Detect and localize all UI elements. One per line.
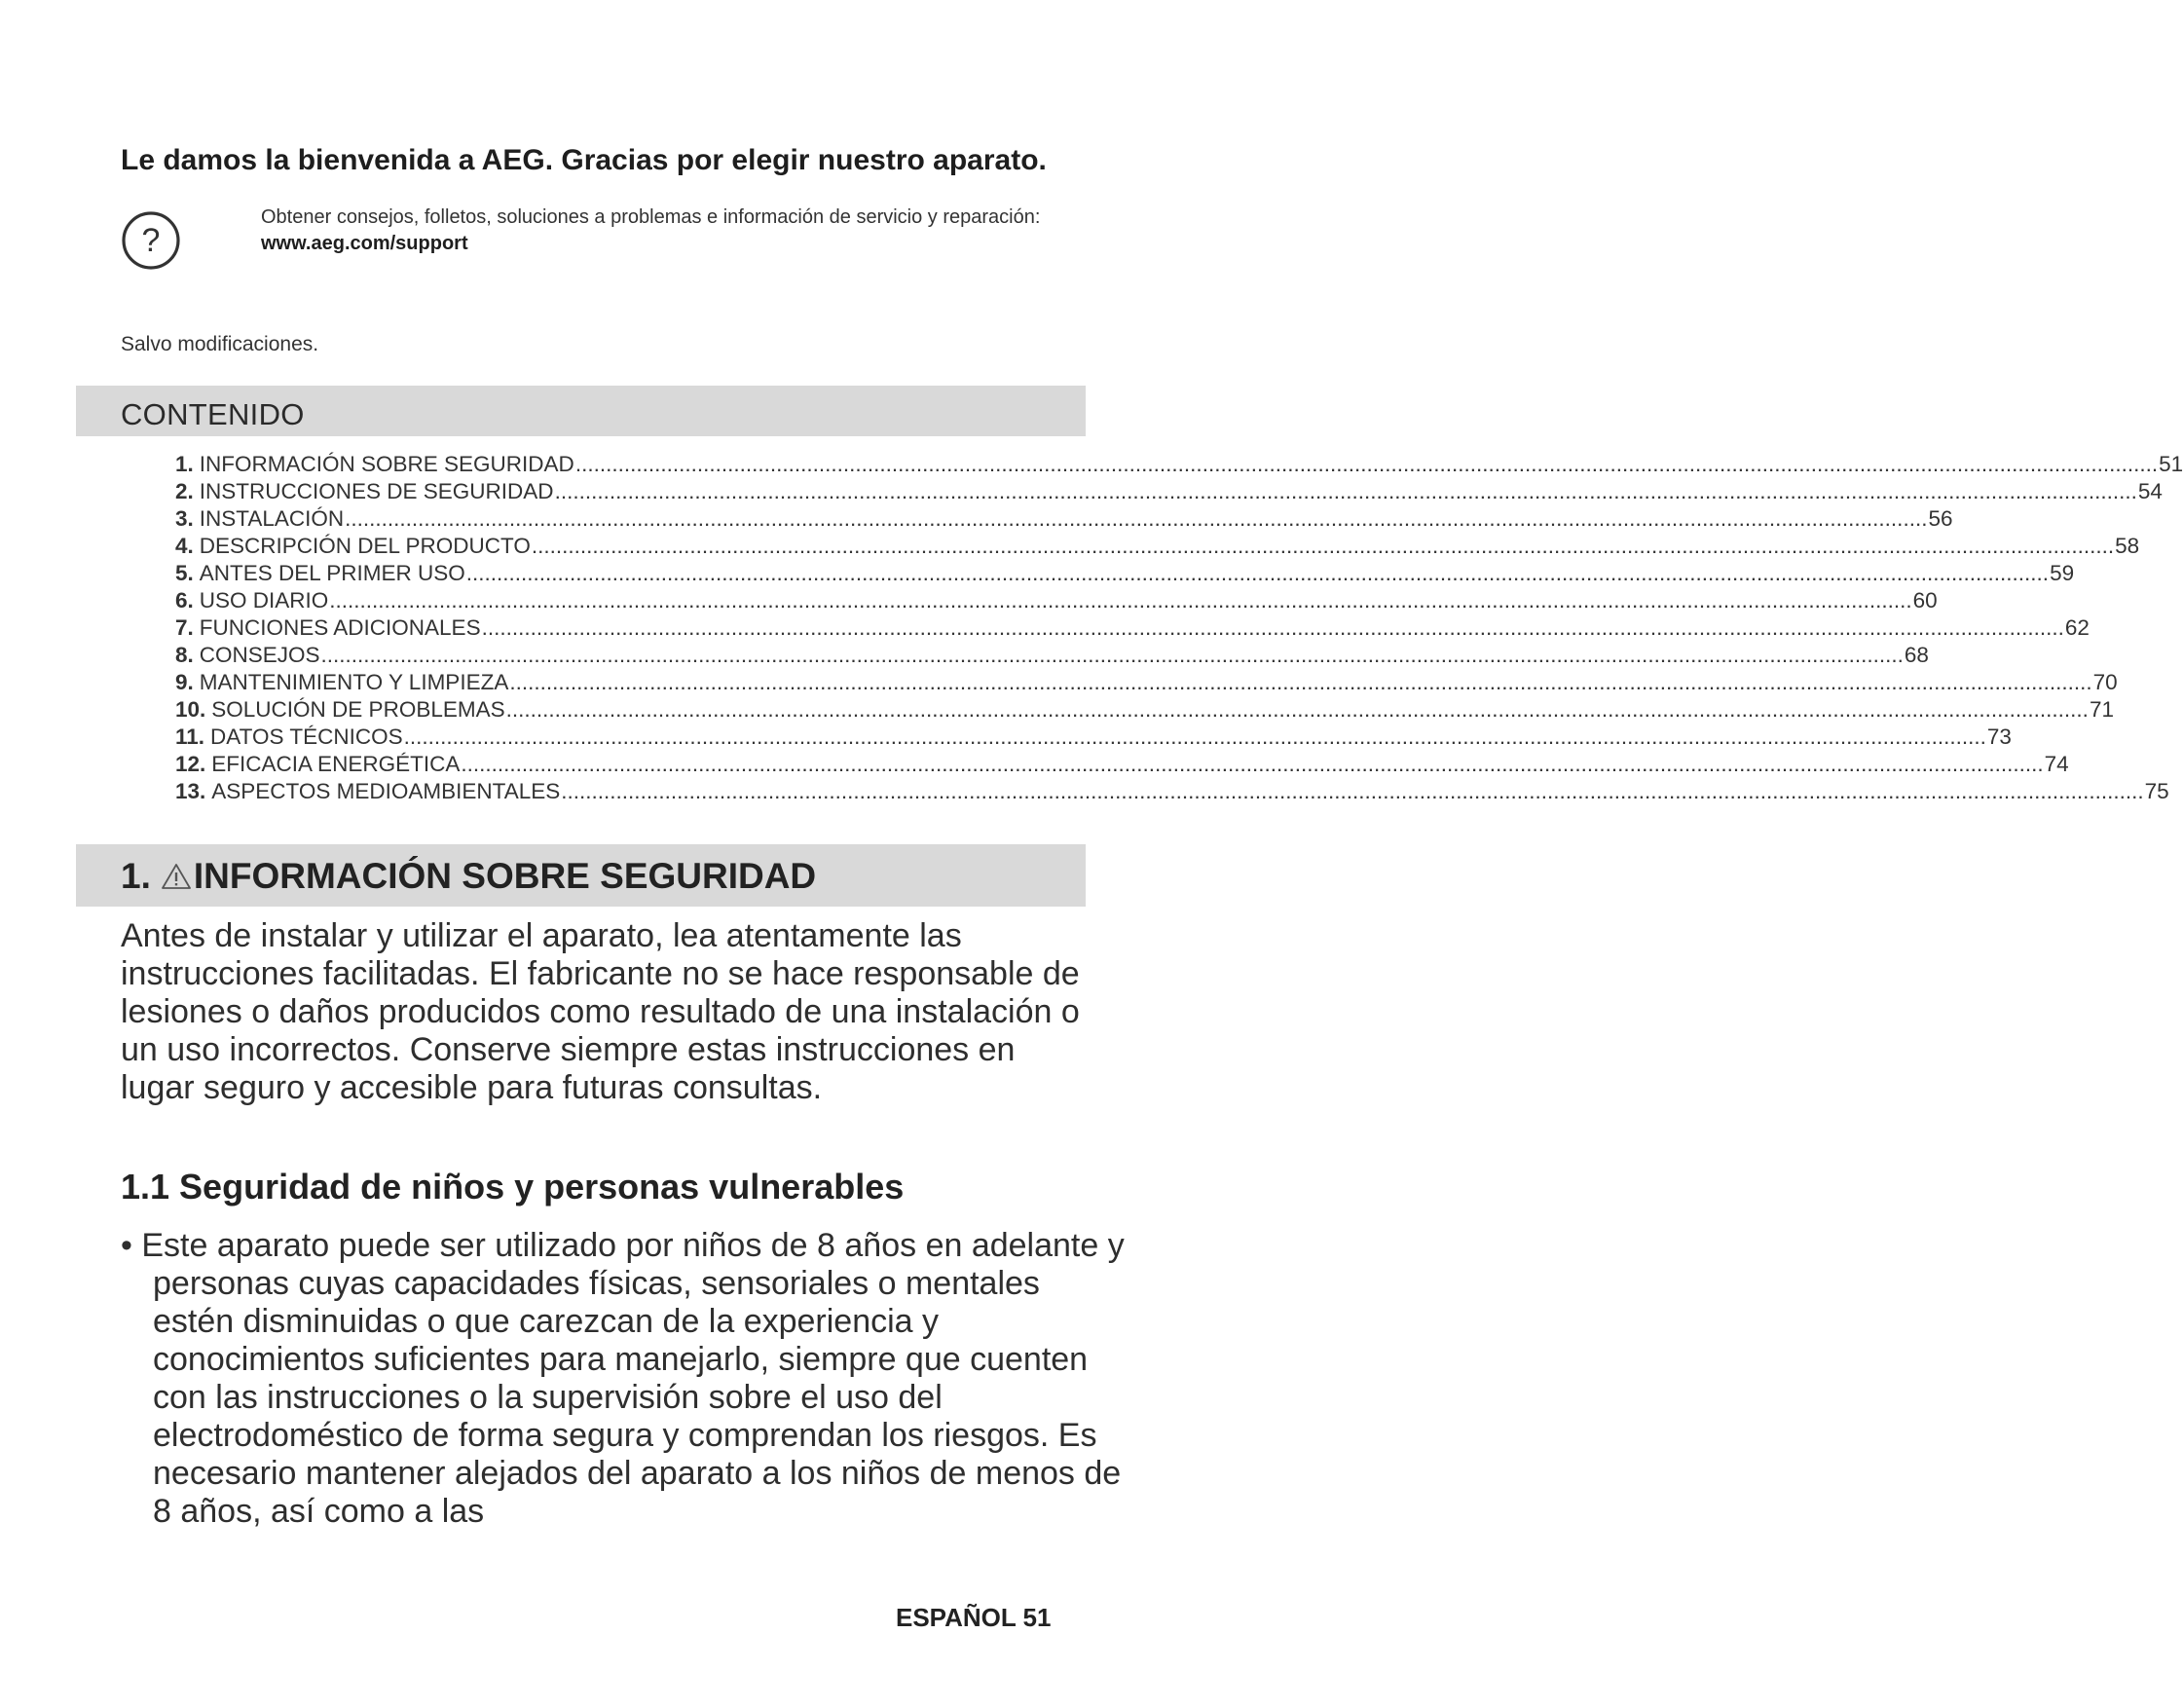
support-link[interactable]: www.aeg.com/support: [261, 233, 468, 254]
toc-dot-leader: ....................................................................................................................................................................................................................................................................: [531, 534, 2115, 558]
toc-item-number: 13.: [175, 779, 206, 803]
toc-item[interactable]: [175, 724, 2012, 751]
toc-item-page: 75: [2144, 779, 2169, 803]
toc-dot-leader: ....................................................................................................................................................................................................................................................................: [481, 615, 2064, 640]
toc-item-page: 59: [2050, 561, 2075, 585]
toc-item-label: INSTRUCCIONES DE SEGURIDAD: [199, 479, 554, 503]
toc-dot-leader: ....................................................................................................................................................................................................................................................................: [461, 752, 2044, 776]
toc-item-number: 12.: [175, 752, 206, 776]
toc-item[interactable]: [175, 696, 2114, 724]
toc-item-page: 74: [2044, 752, 2069, 776]
toc-item-label: CONSEJOS: [199, 643, 320, 667]
toc-item-number: 9.: [175, 670, 194, 694]
toc-item-page: 54: [2137, 479, 2163, 503]
toc-item-label: INFORMACIÓN SOBRE SEGURIDAD: [199, 452, 574, 476]
safety-intro-paragraph: Antes de instalar y utilizar el aparato, lea atentamente las instrucciones facilitadas. El fabricante no se hace responsable de lesiones o daños producidos como resultado de una instalación o un uso incorrectos. Conserve siempre estas instrucciones en lugar seguro y accesible para futuras consultas.: [121, 917, 1080, 1106]
toc-item[interactable]: [175, 669, 2118, 696]
table-of-contents: [175, 451, 2183, 805]
toc-item-label: FUNCIONES ADICIONALES: [199, 615, 481, 640]
toc-dot-leader: ....................................................................................................................................................................................................................................................................: [509, 670, 2092, 694]
welcome-heading: Le damos la bienvenida a AEG. Gracias por elegir nuestro aparato.: [121, 144, 1047, 176]
toc-dot-leader: ....................................................................................................................................................................................................................................................................: [403, 724, 1986, 749]
question-circle-icon: [121, 210, 181, 271]
toc-dot-leader: ....................................................................................................................................................................................................................................................................: [554, 479, 2137, 503]
toc-dot-leader: ....................................................................................................................................................................................................................................................................: [574, 452, 2159, 476]
modification-notice: Salvo modificaciones.: [121, 333, 319, 355]
toc-dot-leader: ....................................................................................................................................................................................................................................................................: [465, 561, 2050, 585]
toc-item-number: 8.: [175, 643, 194, 667]
section-header-bar: [76, 844, 1086, 907]
toc-item-label: DATOS TÉCNICOS: [210, 724, 403, 749]
toc-item-page: 71: [2089, 697, 2114, 722]
toc-item-label: DESCRIPCIÓN DEL PRODUCTO: [199, 534, 531, 558]
toc-dot-leader: ....................................................................................................................................................................................................................................................................: [320, 643, 1904, 667]
bullet-text: Este aparato puede ser utilizado por niños de 8 años en adelante y personas cuyas capacidades físicas, sensoriales o mentales estén disminuidas o que carezcan de la experiencia y conocimientos suficientes para manejarlo, siempre que cuenten con las instrucciones o la supervisión sobre el uso del electrodoméstico de forma segura y comprendan los riesgos. Es necesario mantener alejados del aparato a los niños de menos de 8 años, así como a las: [141, 1227, 1125, 1530]
section-number: 1.: [121, 856, 151, 896]
toc-item[interactable]: [175, 451, 2183, 478]
toc-item-label: ASPECTOS MEDIOAMBIENTALES: [211, 779, 561, 803]
toc-item[interactable]: [175, 587, 1938, 614]
toc-dot-leader: ....................................................................................................................................................................................................................................................................: [561, 779, 2144, 803]
toc-item-number: 5.: [175, 561, 194, 585]
toc-item-label: ANTES DEL PRIMER USO: [199, 561, 465, 585]
toc-item-number: 7.: [175, 615, 194, 640]
toc-item-label: SOLUCIÓN DE PROBLEMAS: [211, 697, 505, 722]
page-footer: ESPAÑOL 51: [896, 1603, 1052, 1632]
toc-item-page: 68: [1904, 643, 1929, 667]
toc-item-label: EFICACIA ENERGÉTICA: [211, 752, 461, 776]
toc-item-page: 58: [2115, 534, 2140, 558]
support-info: [261, 204, 1059, 257]
toc-item[interactable]: [175, 533, 2140, 560]
toc-item-page: 62: [2064, 615, 2090, 640]
toc-item[interactable]: [175, 778, 2169, 805]
toc-item[interactable]: [175, 751, 2069, 778]
list-item: • Este aparato puede ser utilizado por niños de 8 años en adelante y personas cuyas capacidades físicas, sensoriales o mentales estén disminuidas o que carezcan de la experiencia y conocimientos suficientes para manejarlo, siempre que cuenten con las instrucciones o la supervisión sobre el uso del electrodoméstico de forma segura y comprendan los riesgos. Es necesario mantener alejados del aparato a los niños de menos de 8 años, así como a las: [121, 1227, 1125, 1530]
warning-icon: [161, 862, 192, 891]
toc-item[interactable]: [175, 642, 1929, 669]
toc-item[interactable]: [175, 505, 1953, 533]
toc-item-label: MANTENIMIENTO Y LIMPIEZA: [199, 670, 509, 694]
toc-item-page: 56: [1928, 506, 1953, 531]
toc-header-bar: [76, 386, 1086, 436]
toc-item-number: 6.: [175, 588, 194, 613]
toc-item-page: 51: [2159, 452, 2183, 476]
toc-item[interactable]: [175, 478, 2163, 505]
toc-item-number: 10.: [175, 697, 206, 722]
toc-item-number: 11.: [175, 724, 205, 749]
toc-item-number: 2.: [175, 479, 194, 503]
subsection-title: 1.1 Seguridad de niños y personas vulnerables: [121, 1167, 905, 1207]
toc-title: CONTENIDO: [121, 397, 305, 431]
toc-item-label: USO DIARIO: [199, 588, 329, 613]
support-description: Obtener consejos, folletos, soluciones a problemas e información de servicio y reparación:: [261, 206, 1041, 228]
svg-text:?: ?: [141, 222, 161, 259]
toc-dot-leader: ....................................................................................................................................................................................................................................................................: [345, 506, 1928, 531]
toc-item-page: 70: [2092, 670, 2118, 694]
section-title: [121, 856, 816, 897]
toc-item-number: 3.: [175, 506, 194, 531]
toc-item[interactable]: [175, 614, 2090, 642]
toc-item-number: 4.: [175, 534, 194, 558]
toc-item-label: INSTALACIÓN: [199, 506, 345, 531]
toc-item-page: 73: [1986, 724, 2012, 749]
toc-dot-leader: ....................................................................................................................................................................................................................................................................: [329, 588, 1912, 613]
section-title-text: INFORMACIÓN SOBRE SEGURIDAD: [193, 856, 817, 896]
toc-item-page: 60: [1912, 588, 1938, 613]
toc-item-number: 1.: [175, 452, 194, 476]
toc-dot-leader: ....................................................................................................................................................................................................................................................................: [505, 697, 2089, 722]
toc-item[interactable]: [175, 560, 2075, 587]
